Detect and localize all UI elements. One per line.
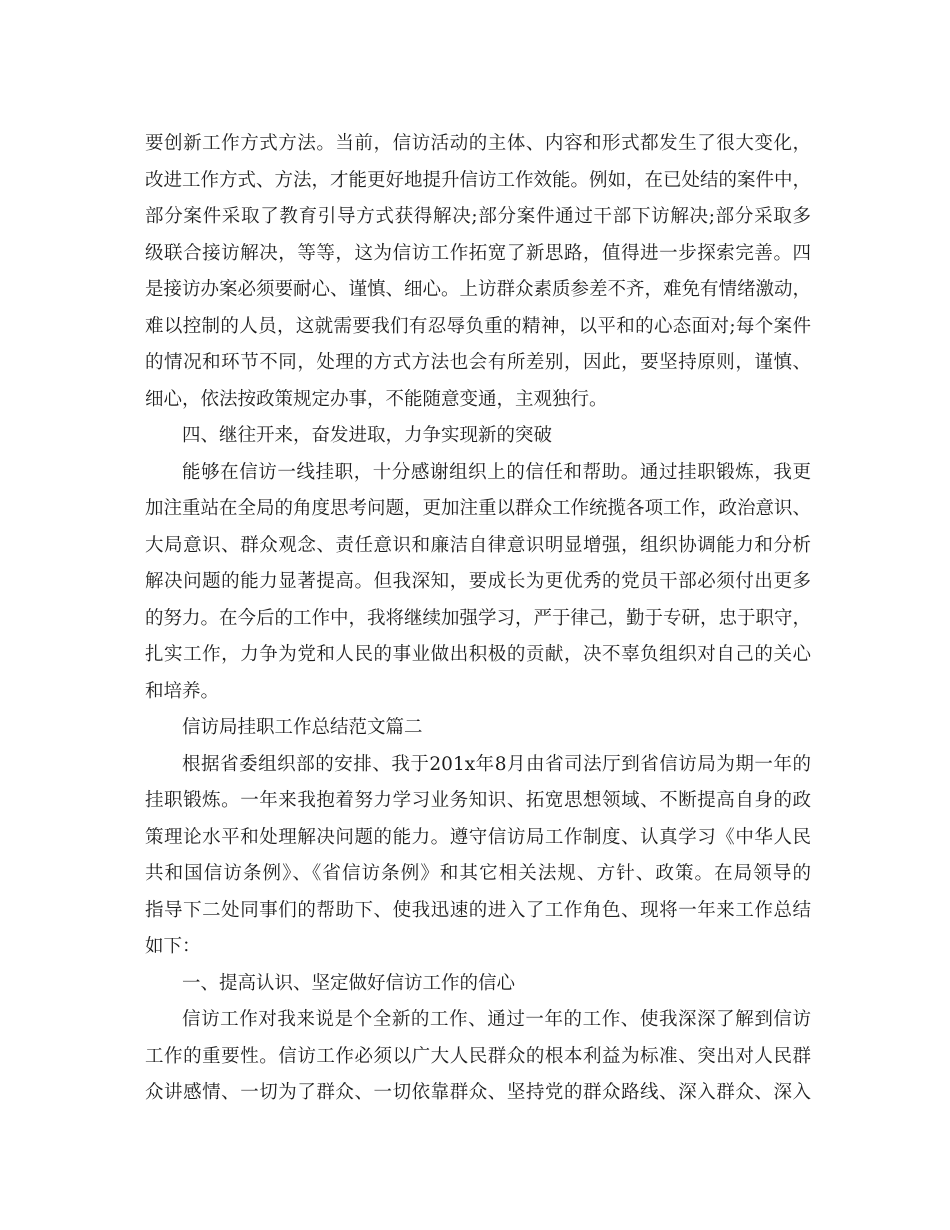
text-line: 大局意识、群众观念、责任意识和廉洁自律意识明显增强，组织协调能力和分析 [145,534,811,556]
text-line: 能够在信访一线挂职，十分感谢组织上的信任和帮助。通过挂职锻炼，我更 [182,461,811,483]
text-line: 众讲感情、一切为了群众、一切依靠群众、坚持党的群众路线、深入群众、深入 [145,1082,811,1103]
text-line: 的努力。在今后的工作中，我将继续加强学习，严于律己，勤于专研，忠于职守， [145,607,812,629]
text-line: 改进工作方式、方法，才能更好地提升信访工作效能。例如，在已处结的案件中， [145,169,812,191]
text-line: 如下： [145,936,201,957]
text-line: 级联合接访解决，等等，这为信访工作拓宽了新思路，值得进一步探索完善。四 [145,242,811,264]
text-line: 信访局挂职工作总结范文篇二 [182,717,423,738]
text-line: 扎实工作，力争为党和人民的事业做出积极的贡献，决不辜负组织对自己的关心 [145,644,811,665]
text-line: 加注重站在全局的角度思考问题，更加注重以群众工作统揽各项工作，政治意识、 [145,498,812,519]
text-line: 和培养。 [145,680,220,702]
text-line: 挂职锻炼。一年来我抱着努力学习业务知识、拓宽思想领域、不断提高自身的政 [145,790,811,811]
text-line: 信访工作对我来说是个全新的工作、通过一年的工作、使我深深了解到信访 [182,1009,811,1030]
text-line: 策理论水平和处理解决问题的能力。遵守信访局工作制度、认真学习《中华人民 [145,826,811,848]
document-body [145,126,811,1112]
text-line: 指导下二处同事们的帮助下、使我迅速的进入了工作角色、现将一年来工作总结 [145,899,811,921]
text-line: 解决问题的能力显著提高。但我深知，要成长为更优秀的党员干部必须付出更多 [145,571,811,592]
text-line: 一、提高认识、坚定做好信访工作的信心 [182,972,516,994]
text-line: 的情况和环节不同，处理的方式方法也会有所差别，因此，要坚持原则，谨慎、 [145,352,811,373]
text-line: 根据省委组织部的安排、我于201x年8月由省司法厅到省信访局为期一年的 [182,753,811,775]
text-line: 细心，依法按政策规定办事，不能随意变通，主观独行。 [145,388,608,410]
text-line: 四、继往开来，奋发进取，力争实现新的突破 [182,425,553,446]
text-line: 工作的重要性。信访工作必须以广大人民群众的根本利益为标准、突出对人民群 [145,1045,811,1067]
text-line: 难以控制的人员，这就需要我们有忍辱负重的精神，以平和的心态面对;每个案件 [145,315,811,337]
text-line: 共和国信访条例》、《省信访条例》和其它相关法规、方针、政策。在局领导的 [145,863,811,884]
text-line: 部分案件采取了教育引导方式获得解决;部分案件通过干部下访解决;部分采取多 [145,206,811,227]
text-line: 要创新工作方式方法。当前，信访活动的主体、内容和形式都发生了很大变化， [145,133,811,154]
text-line: 是接访办案必须要耐心、谨慎、细心。上访群众素质参差不齐，难免有情绪激动， [145,279,812,300]
